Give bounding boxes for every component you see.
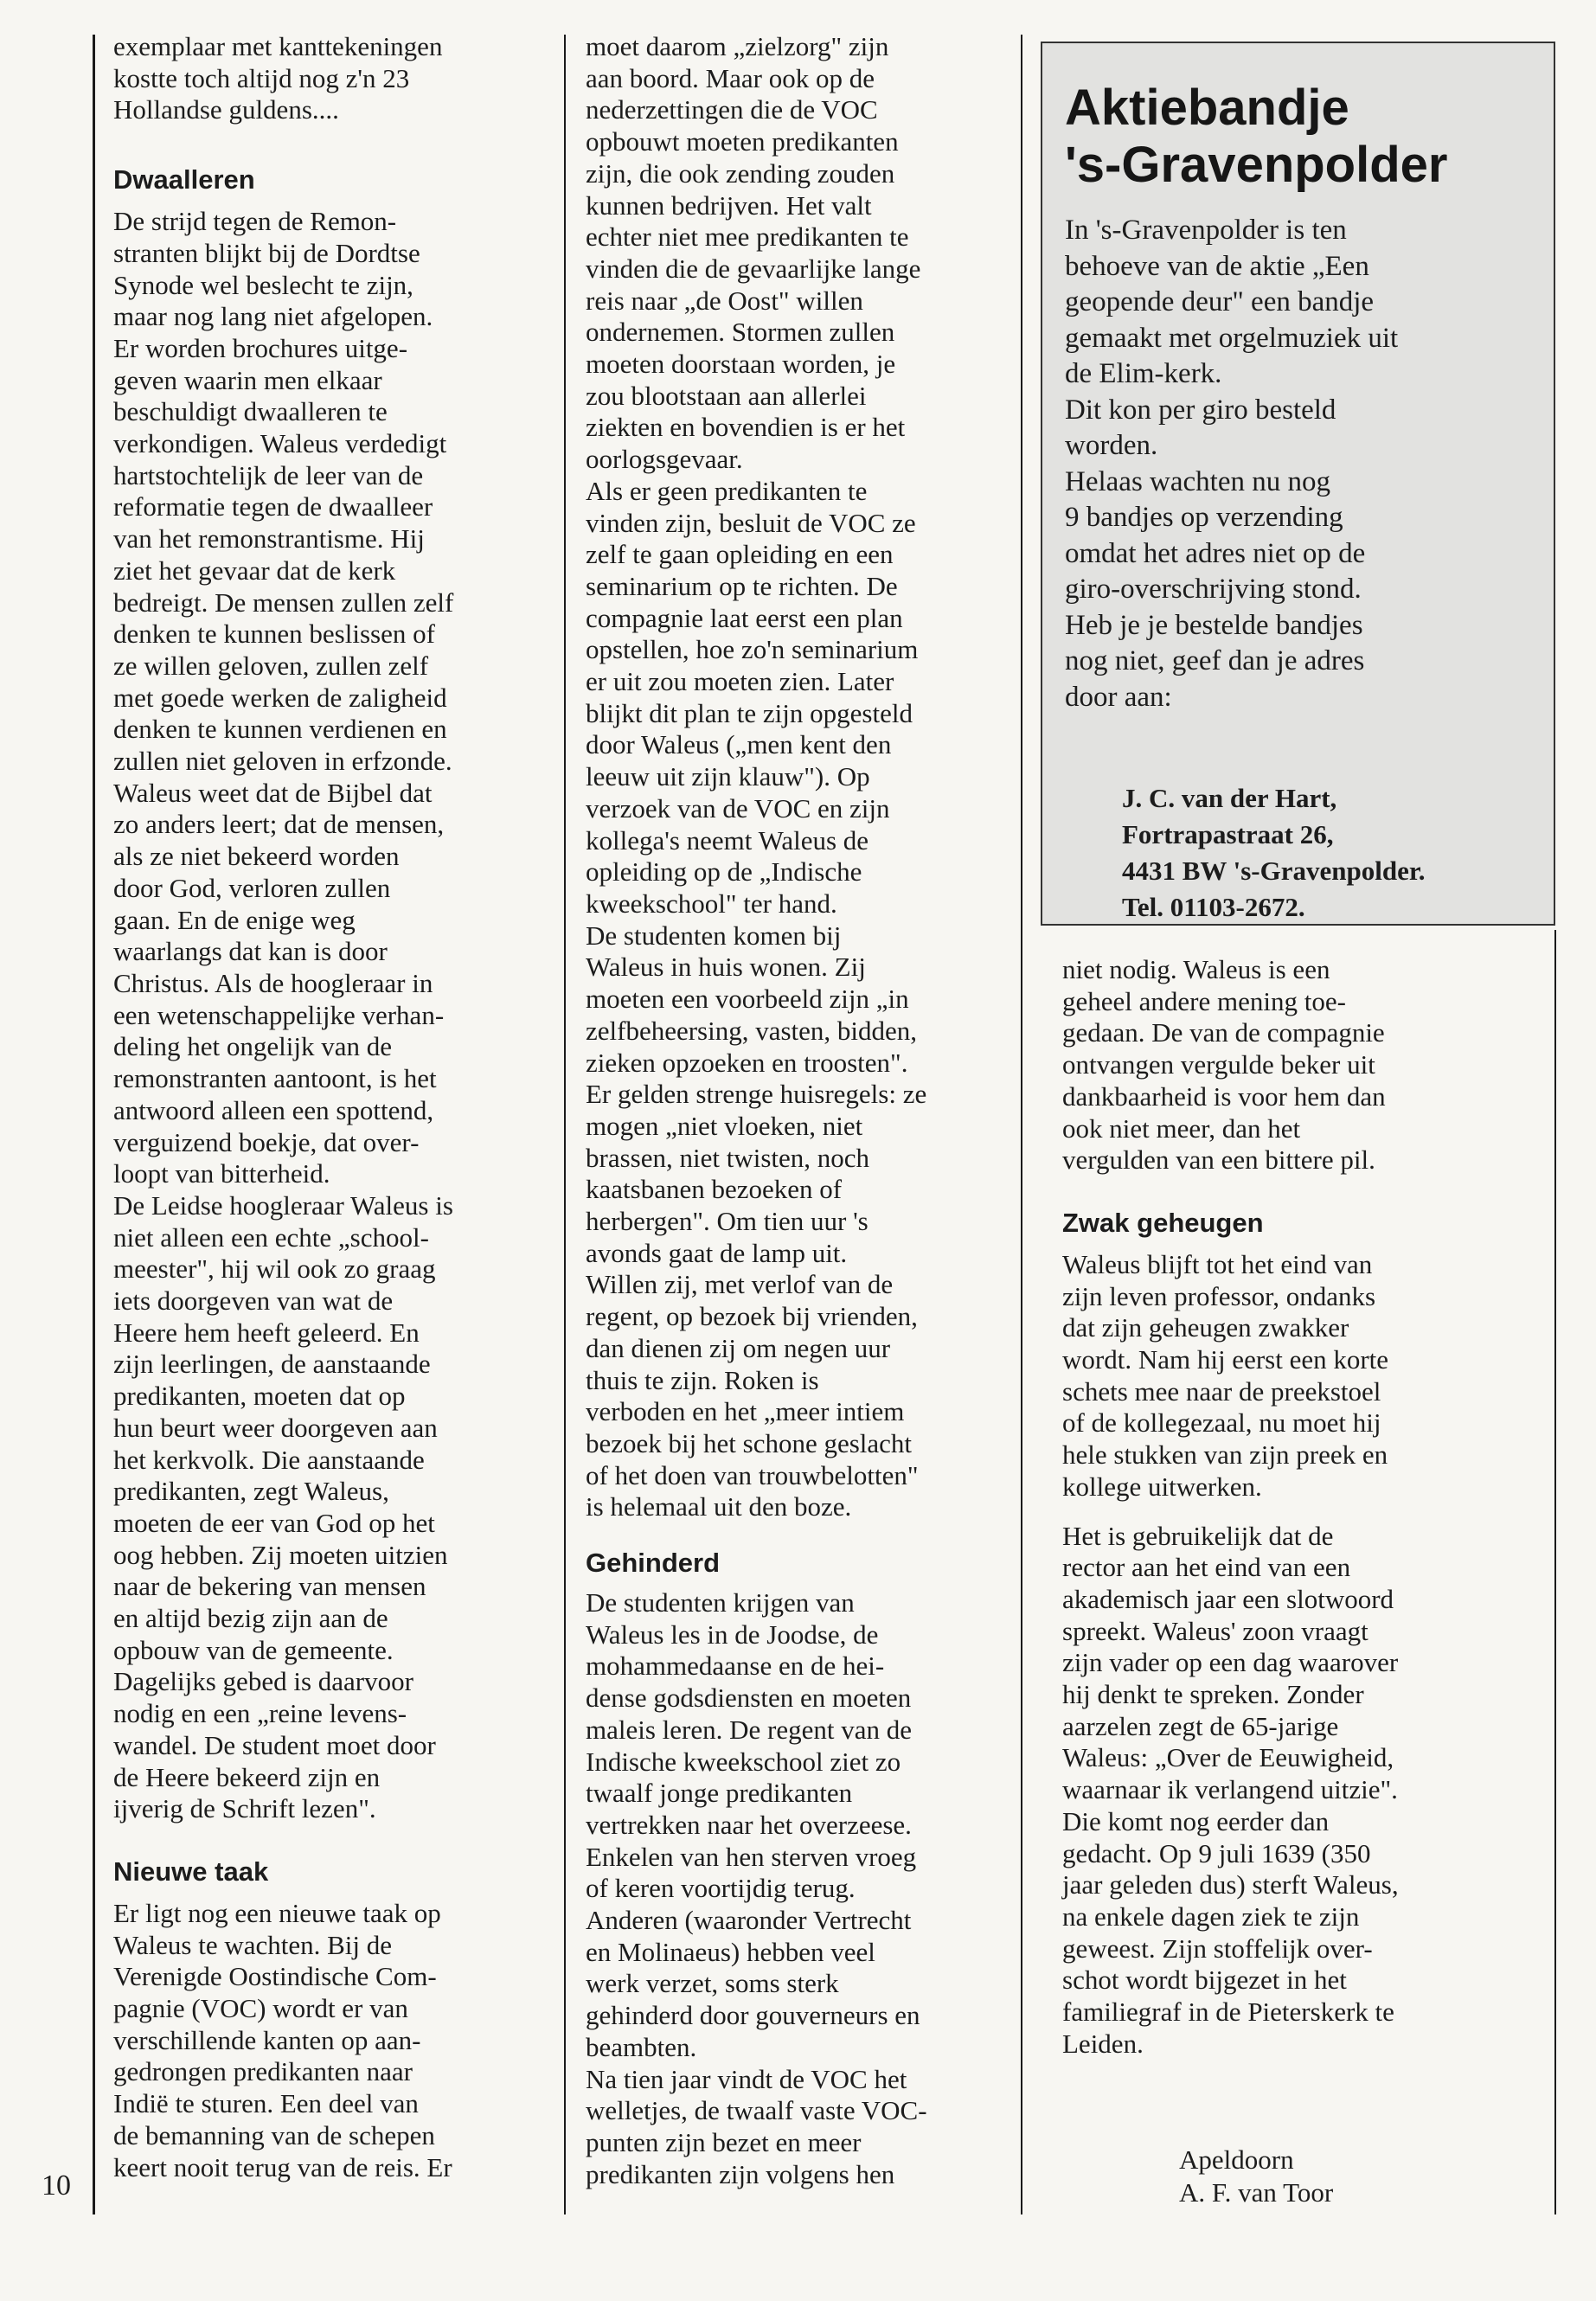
text-line: behoeve van de aktie „Een — [1065, 250, 1369, 282]
text-line: 9 bandjes op verzending — [1065, 502, 1343, 533]
text-line: gaan. En de enige weg — [113, 904, 356, 935]
text-line: en altijd bezig zijn aan de — [113, 1603, 388, 1634]
text-line: giro-overschrijving stond. — [1065, 574, 1362, 605]
text-line: Christus. Als de hoogleraar in — [113, 967, 433, 998]
text-line: beambten. — [586, 2031, 697, 2062]
text-line: moeten doorstaan worden, je — [586, 349, 896, 380]
text-line: De studenten komen bij — [586, 920, 842, 951]
text-line: wandel. De student moet door — [113, 1729, 436, 1760]
text-line: beschuldigt dwaalleren te — [113, 396, 388, 427]
text-line: Enkelen van hen sterven vroeg — [586, 1841, 917, 1872]
text-line: pagnie (VOC) wordt er van — [113, 1993, 408, 2024]
address-line: J. C. van der Hart, — [1122, 783, 1337, 813]
text-line: echter niet mee predikanten te — [586, 221, 909, 253]
text-line: moet daarom „zielzorg" zijn — [586, 31, 889, 61]
text-line: kostte toch altijd nog z'n 23 — [113, 62, 410, 93]
text-line: seminarium op te richten. De — [586, 570, 898, 601]
text-line: De studenten krijgen van — [586, 1587, 855, 1618]
col2-paragraph-1 — [586, 31, 927, 1523]
text-line: Synode wel beslecht te zijn, — [113, 269, 413, 300]
text-line: Waleus in huis wonen. Zij — [586, 952, 866, 983]
text-line: werk verzet, soms sterk — [586, 1968, 839, 1999]
text-line: vertrekken naar het overzeese. — [586, 1809, 912, 1840]
text-line: ondernemen. Stormen zullen — [586, 317, 895, 348]
text-line: Verenigde Oostindische Com- — [113, 1961, 437, 1992]
text-line: dankbaarheid is voor hem dan — [1062, 1080, 1386, 1112]
text-line: stranten blijkt bij de Dordtse — [113, 237, 420, 268]
text-line: nodig en een „reine levens- — [113, 1698, 407, 1729]
text-line: nog niet, geef dan je adres — [1065, 645, 1365, 676]
text-line: De strijd tegen de Remon- — [113, 206, 397, 237]
text-line: Die komt nog eerder dan — [1062, 1805, 1330, 1836]
text-line: geven waarin men elkaar — [113, 364, 382, 395]
text-line: zelfbeheersing, vasten, bidden, — [586, 1015, 918, 1046]
text-line: predikanten, zegt Waleus, — [113, 1476, 389, 1507]
text-line: twaalf jonge predikanten — [586, 1778, 853, 1809]
col3-paragraph-3 — [1062, 1521, 1399, 2061]
text-line: ze willen geloven, zullen zelf — [113, 650, 429, 681]
text-line: exemplaar met kanttekeningen — [113, 31, 443, 61]
text-line: blijkt dit plan te zijn opgesteld — [586, 697, 913, 728]
text-line: De Leidse hoogleraar Waleus is — [113, 1189, 453, 1221]
text-line: bedreigt. De mensen zullen zelf — [113, 586, 454, 618]
text-line: met goede werken de zaligheid — [113, 682, 447, 713]
text-line: de Elim-kerk. — [1065, 358, 1222, 389]
text-line: dense godsdiensten en moeten — [586, 1682, 912, 1714]
text-line: In 's-Gravenpolder is ten — [1065, 215, 1347, 246]
text-line: door aan: — [1065, 681, 1172, 713]
column-1 — [113, 31, 453, 2183]
text-line: Als er geen predikanten te — [586, 475, 868, 506]
text-line: oog hebben. Zij moeten uitzien — [113, 1539, 448, 1570]
text-line: zijn, die ook zending zouden — [586, 157, 895, 189]
text-line: verguizend boekje, dat over- — [113, 1126, 420, 1157]
text-line: reformatie tegen de dwaalleer — [113, 491, 433, 522]
text-line: brassen, niet twisten, noch — [586, 1142, 870, 1173]
text-line: rector aan het eind van een — [1062, 1552, 1351, 1583]
text-line: Er gelden strenge huisregels: ze — [586, 1079, 927, 1110]
text-line: omdat het adres niet op de — [1065, 537, 1366, 569]
text-line: hartstochtelijk de leer van de — [113, 459, 424, 490]
text-line: ijverig de Schrift lezen". — [113, 1793, 376, 1824]
text-line: ziekten en bovendien is er het — [586, 412, 906, 443]
text-line: familiegraf in de Pieterskerk te — [1062, 1997, 1394, 2028]
text-line: Hollandse guldens.... — [113, 94, 339, 125]
left-margin-rule — [93, 35, 95, 2214]
text-line: opstellen, hoe zo'n seminarium — [586, 634, 919, 665]
box-title — [1065, 80, 1447, 194]
col2-paragraph-2 — [586, 1587, 927, 2190]
text-line: zullen niet geloven in erfzonde. — [113, 746, 452, 777]
text-line: geweest. Zijn stoffelijk over- — [1062, 1932, 1373, 1964]
text-line: verschillende kanten op aan- — [113, 2024, 421, 2055]
text-line: deling het ongelijk van de — [113, 1031, 392, 1062]
text-line: Waleus: „Over de Eeuwigheid, — [1062, 1742, 1394, 1773]
text-line: er uit zou moeten zien. Later — [586, 666, 894, 697]
column-3 — [1062, 954, 1399, 2061]
text-line: worden. — [1065, 430, 1158, 461]
text-line: loopt van bitterheid. — [113, 1158, 330, 1189]
text-line: reis naar „de Oost" willen — [586, 285, 863, 316]
text-line: welletjes, de twaalf vaste VOC- — [586, 2095, 927, 2126]
text-line: waarnaar ik verlangend uitzie". — [1062, 1774, 1398, 1805]
col1-paragraph-1 — [113, 31, 453, 126]
text-line: kunnen bedrijven. Het valt — [586, 189, 872, 221]
text-line: door God, verloren zullen — [113, 872, 391, 903]
page-number: 10 — [42, 2170, 71, 2202]
text-line: zo anders leert; dat de mensen, — [113, 809, 445, 840]
signature-author: A. F. van Toor — [1179, 2177, 1334, 2208]
column-rule-2 — [1021, 35, 1022, 2214]
text-line: kollega's neemt Waleus de — [586, 824, 869, 856]
text-line: na enkele dagen ziek te zijn — [1062, 1900, 1360, 1932]
text-line: geheel andere mening toe- — [1062, 985, 1346, 1016]
text-line: moeten de eer van God op het — [113, 1507, 435, 1538]
aktiebandje-box — [1041, 42, 1555, 926]
heading-zwak-geheugen: Zwak geheugen — [1062, 1207, 1264, 1238]
text-line: opbouwt moeten predikanten — [586, 126, 899, 157]
col3-paragraph-2 — [1062, 1249, 1399, 1503]
text-line: leeuw uit zijn klauw"). Op — [586, 761, 870, 792]
col1-paragraph-2 — [113, 206, 453, 1825]
text-line: ook niet meer, dan het — [1062, 1112, 1301, 1144]
text-line: denken te kunnen verdienen en — [113, 714, 447, 745]
column-2 — [586, 31, 927, 2190]
text-line: dan dienen zij om negen uur — [586, 1332, 891, 1363]
text-line: zieken opzoeken en troosten". — [586, 1047, 908, 1078]
box-address — [1122, 780, 1426, 926]
text-line: regent, op bezoek bij vrienden, — [586, 1301, 918, 1332]
text-line: thuis te zijn. Roken is — [586, 1364, 819, 1395]
text-line: naar de bekering van mensen — [113, 1571, 426, 1602]
text-line: Dit kon per giro besteld — [1065, 394, 1336, 426]
text-line: nederzettingen die de VOC — [586, 94, 878, 125]
text-line: het kerkvolk. Die aanstaande — [113, 1444, 425, 1475]
address-line: Tel. 01103-2672. — [1122, 892, 1305, 922]
text-line: verkondigen. Waleus verdedigt — [113, 428, 447, 459]
text-line: schot wordt bijgezet in het — [1062, 1965, 1347, 1996]
text-line: gehinderd door gouverneurs en — [586, 2000, 920, 2031]
text-line: Indië te sturen. Een deel van — [113, 2088, 419, 2119]
text-line: de Heere bekeerd zijn en — [113, 1761, 381, 1792]
text-line: keert nooit terug van de reis. Er — [113, 2151, 452, 2182]
text-line: spreekt. Waleus' zoon vraagt — [1062, 1615, 1368, 1646]
text-line: jaar geleden dus) sterft Waleus, — [1062, 1869, 1399, 1900]
heading-dwaalleren: Dwaalleren — [113, 164, 255, 195]
text-line: waarlangs dat kan is door — [113, 936, 388, 967]
text-line: iets doorgeven van wat de — [113, 1285, 394, 1317]
text-line: zou blootstaan aan allerlei — [586, 380, 867, 411]
text-line: Waleus te wachten. Bij de — [113, 1929, 393, 1960]
text-line: kaatsbanen bezoeken of — [586, 1174, 843, 1205]
text-line: Helaas wachten nu nog — [1065, 465, 1330, 497]
text-line: aarzelen zegt de 65-jarige — [1062, 1710, 1339, 1741]
text-line: en Molinaeus) hebben veel — [586, 1936, 875, 1967]
text-line: Na tien jaar vindt de VOC het — [586, 2063, 907, 2094]
box-title-line: 's-Gravenpolder — [1065, 137, 1448, 193]
text-line: zijn leven professor, ondanks — [1062, 1280, 1376, 1311]
text-line: wordt. Nam hij eerst een korte — [1062, 1344, 1389, 1375]
text-line: Er ligt nog een nieuwe taak op — [113, 1897, 441, 1928]
column-rule-1 — [564, 35, 566, 2214]
text-line: herbergen". Om tien uur 's — [586, 1206, 869, 1237]
text-line: is helemaal uit den boze. — [586, 1491, 852, 1522]
text-line: door Waleus („men kent den — [586, 729, 892, 760]
text-line: geopende deur" een bandje — [1065, 286, 1375, 317]
text-line: predikanten zijn volgens hen — [586, 2158, 895, 2189]
text-line: denken te kunnen beslissen of — [113, 619, 435, 650]
text-line: niet alleen een echte „school- — [113, 1221, 429, 1253]
text-line: maar nog lang niet afgelopen. — [113, 301, 433, 332]
text-line: Willen zij, met verlof van de — [586, 1269, 894, 1300]
text-line: Heere hem heeft geleerd. En — [113, 1317, 420, 1348]
text-line: niet nodig. Waleus is een — [1062, 954, 1330, 984]
col1-paragraph-3 — [113, 1898, 453, 2183]
text-line: hij denkt te spreken. Zonder — [1062, 1679, 1364, 1710]
right-margin-rule — [1554, 930, 1556, 2214]
text-line: verzoek van de VOC en zijn — [586, 792, 890, 824]
text-line: ontvangen vergulde beker uit — [1062, 1049, 1375, 1080]
text-line: predikanten, moeten dat op — [113, 1381, 406, 1412]
heading-gehinderd: Gehinderd — [586, 1548, 721, 1579]
text-line: maleis leren. De regent van de — [586, 1714, 912, 1745]
text-line: of keren voortijdig terug. — [586, 1873, 856, 1904]
text-line: van het remonstrantisme. Hij — [113, 523, 425, 554]
text-line: gedaan. De van de compagnie — [1062, 1017, 1385, 1048]
text-line: gedrongen predikanten naar — [113, 2056, 413, 2087]
text-line: moeten een voorbeeld zijn „in — [586, 984, 909, 1015]
text-line: Heb je je bestelde bandjes — [1065, 609, 1363, 641]
text-line: compagnie laat eerst een plan — [586, 602, 903, 633]
text-line: Indische kweekschool ziet zo — [586, 1746, 901, 1777]
text-line: hele stukken van zijn preek en — [1062, 1439, 1388, 1471]
text-line: of de kollegezaal, nu moet hij — [1062, 1407, 1381, 1439]
text-line: opbouw van de gemeente. — [113, 1634, 394, 1665]
text-line: antwoord alleen een spottend, — [113, 1094, 434, 1125]
text-line: bezoek bij het schone geslacht — [586, 1427, 913, 1458]
text-line: meester", hij wil ook zo graag — [113, 1253, 436, 1285]
col3-paragraph-1 — [1062, 954, 1399, 1176]
text-line: Waleus les in de Joodse, de — [586, 1618, 879, 1650]
text-line: kweekschool" ter hand. — [586, 888, 837, 919]
text-line: punten zijn bezet en meer — [586, 2127, 862, 2157]
box-body — [1065, 213, 1398, 715]
address-line: Fortrapastraat 26, — [1122, 819, 1334, 849]
text-line: opleiding op de „Indische — [586, 856, 862, 888]
text-line: oorlogsgevaar. — [586, 444, 743, 475]
text-line: de bemanning van de schepen — [113, 2119, 435, 2150]
text-line: verboden en het „meer intiem — [586, 1396, 905, 1427]
text-line: Waleus weet dat de Bijbel dat — [113, 777, 433, 808]
signature — [1179, 2144, 1333, 2209]
text-line: Leiden. — [1062, 2028, 1144, 2059]
text-line: vinden die de gevaarlijke lange — [586, 253, 921, 284]
heading-nieuwe-taak: Nieuwe taak — [113, 1856, 269, 1887]
text-line: avonds gaat de lamp uit. — [586, 1237, 848, 1268]
signature-place: Apeldoorn — [1179, 2144, 1294, 2175]
text-line: hun beurt weer doorgeven aan — [113, 1412, 438, 1443]
text-line: als ze niet bekeerd worden — [113, 841, 400, 872]
text-line: zijn vader op een dag waarover — [1062, 1647, 1399, 1678]
text-line: akademisch jaar een slotwoord — [1062, 1583, 1394, 1614]
text-line: gemaakt met orgelmuziek uit — [1065, 322, 1399, 354]
text-line: een wetenschappelijke verhan- — [113, 999, 445, 1030]
text-line: vergulden van een bittere pil. — [1062, 1144, 1375, 1176]
text-line: vinden zijn, besluit de VOC ze — [586, 507, 916, 538]
address-line: 4431 BW 's-Gravenpolder. — [1122, 856, 1426, 886]
text-line: mohammedaanse en de hei- — [586, 1650, 885, 1682]
text-line: Het is gebruikelijk dat de — [1062, 1520, 1334, 1551]
text-line: kollege uitwerken. — [1062, 1471, 1262, 1502]
text-line: aan boord. Maar ook op de — [586, 62, 875, 93]
text-line: Waleus blijft tot het eind van — [1062, 1248, 1373, 1279]
text-line: Er worden brochures uitge- — [113, 332, 408, 363]
box-title-line: Aktiebandje — [1065, 80, 1349, 136]
text-line: mogen „niet vloeken, niet — [586, 1110, 863, 1141]
text-line: dat zijn geheugen zwakker — [1062, 1312, 1349, 1343]
text-line: remonstranten aantoont, is het — [113, 1063, 437, 1094]
text-line: Anderen (waaronder Vertrecht — [586, 1905, 912, 1936]
text-line: zelf te gaan opleiding en een — [586, 539, 894, 570]
text-line: Dagelijks gebed is daarvoor — [113, 1666, 413, 1697]
text-line: ziet het gevaar dat de kerk — [113, 554, 396, 586]
text-line: of het doen van trouwbelotten" — [586, 1459, 919, 1490]
text-line: schets mee naar de preekstoel — [1062, 1375, 1381, 1407]
text-line: gedacht. Op 9 juli 1639 (350 — [1062, 1837, 1371, 1868]
text-line: zijn leerlingen, de aanstaande — [113, 1349, 431, 1380]
